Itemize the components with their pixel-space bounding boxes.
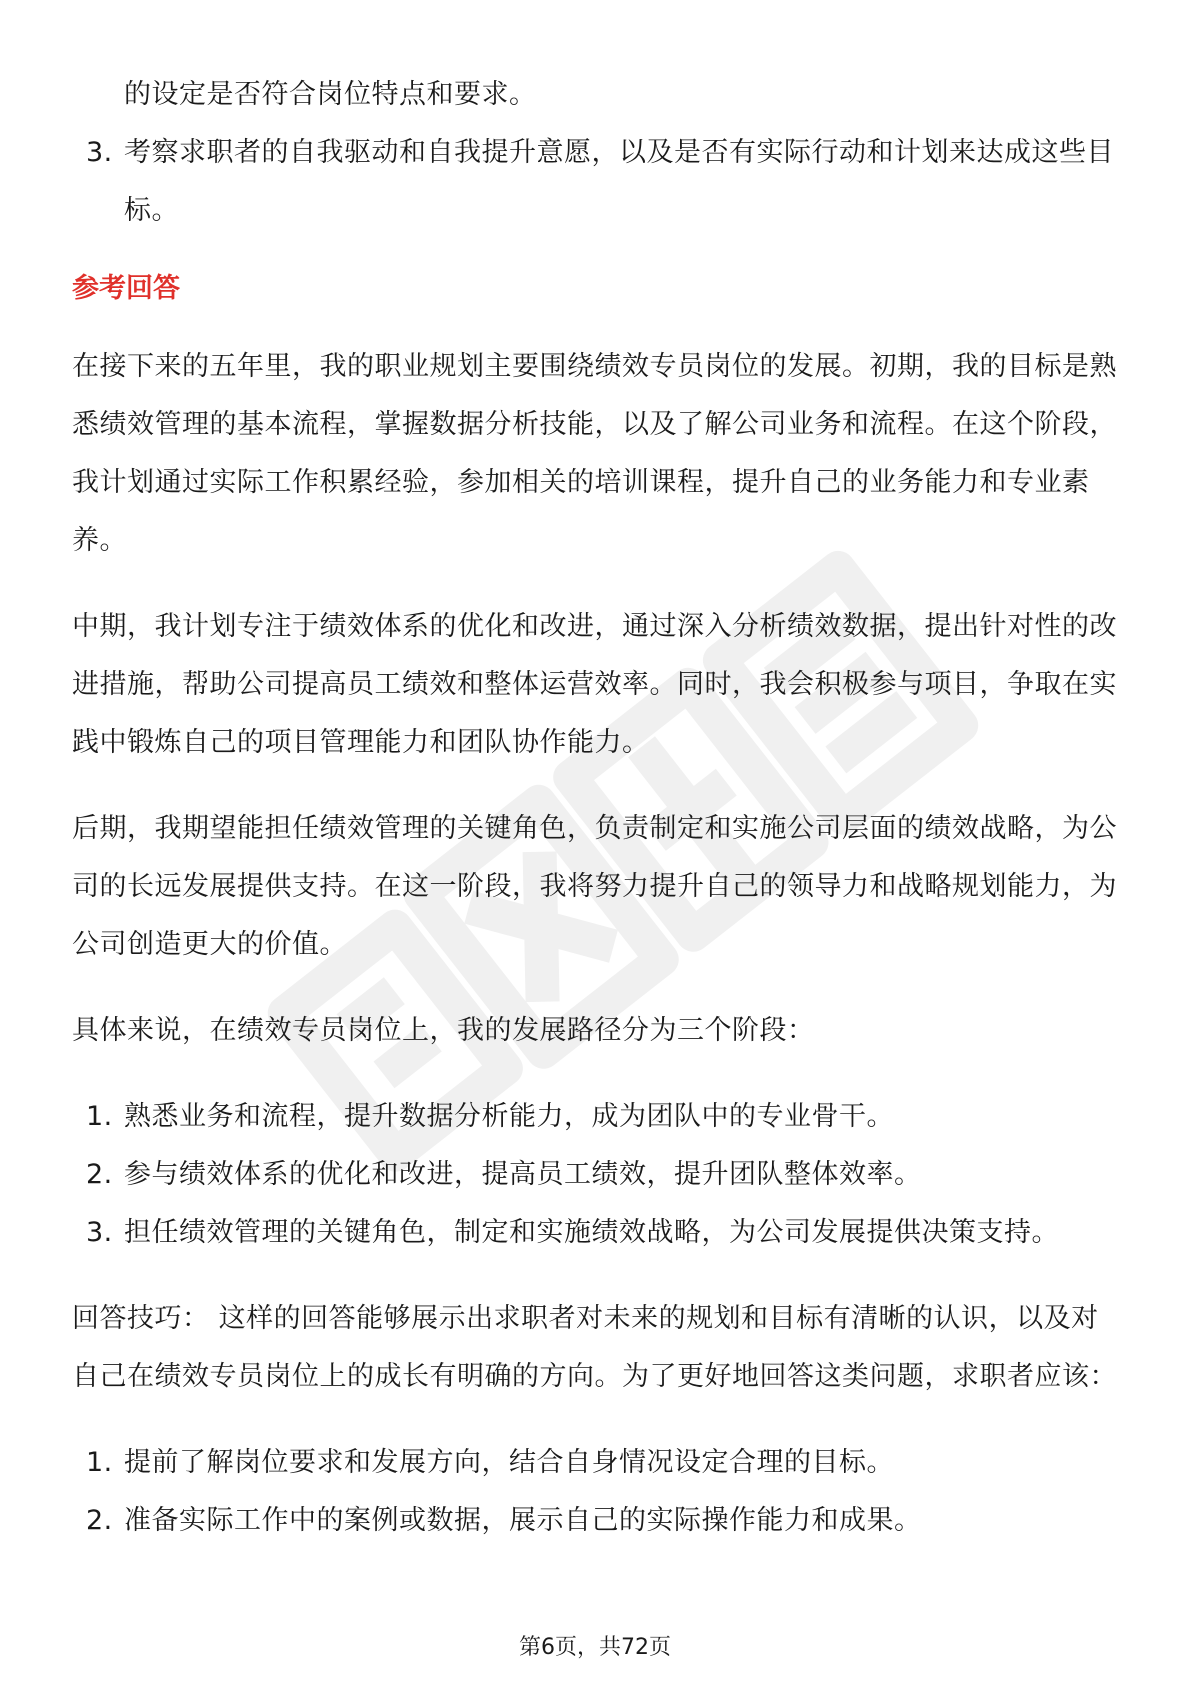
list-item [72,1492,1122,1550]
list-item-number: 3. [86,137,113,168]
list-item [72,1434,1122,1492]
list-item-number: 3. [86,1217,113,1248]
list-item [72,1088,1122,1146]
paragraph-mid-stage: 中期，我计划专注于绩效体系的优化和改进，通过深入分析绩效数据，提出针对性的改进措施，帮助公司提高员工绩效和整体运营效率。同时，我会积极参与项目，争取在实践中锻炼自己的项目管理能力和团队协作能力。 [72,611,1117,758]
list-item-number: 2. [86,1505,113,1536]
list-item-text: 熟悉业务和流程，提升数据分析能力，成为团队中的专业骨干。 [124,1101,894,1132]
list-item-number: 2. [86,1159,113,1190]
page-footer: 第6页，共72页 [519,1635,671,1660]
paragraph-late-stage: 后期，我期望能担任绩效管理的关键角色，负责制定和实施公司层面的绩效战略，为公司的长远发展提供支持。在这一阶段，我将努力提升自己的领导力和战略规划能力，为公司创造更大的价值。 [72,813,1117,960]
list-item [72,1204,1122,1262]
list-item-text: 的设定是否符合岗位特点和要求。 [124,79,537,110]
list-item-continuation [72,66,1122,124]
tips-list [72,1434,1122,1550]
list-item [72,124,1122,240]
paragraph-early-stage: 在接下来的五年里，我的职业规划主要围绕绩效专员岗位的发展。初期，我的目标是熟悉绩效管理的基本流程，掌握数据分析技能，以及了解公司业务和流程。在这个阶段，我计划通过实际工作积累经验，参加相关的培训课程，提升自己的业务能力和专业素养。 [72,351,1117,556]
list-item-text: 考察求职者的自我驱动和自我提升意愿，以及是否有实际行动和计划来达成这些目标。 [124,137,1114,226]
stages-list [72,1088,1122,1262]
list-item-text: 参与绩效体系的优化和改进，提高员工绩效，提升团队整体效率。 [124,1159,922,1190]
question-criteria-list [72,66,1122,240]
paragraph-path-intro: 具体来说，在绩效专员岗位上，我的发展路径分为三个阶段： [72,1015,815,1046]
list-item [72,1146,1122,1204]
list-item-text: 担任绩效管理的关键角色，制定和实施绩效战略，为公司发展提供决策支持。 [124,1217,1059,1248]
list-item-text: 提前了解岗位要求和发展方向，结合自身情况设定合理的目标。 [124,1447,894,1478]
reference-answer-heading: 参考回答 [72,273,180,304]
list-item-number: 1. [86,1447,113,1478]
paragraph-answer-tips: 回答技巧： 这样的回答能够展示出求职者对未来的规划和目标有清晰的认识，以及对自己在绩效专员岗位上的成长有明确的方向。为了更好地回答这类问题，求职者应该： [72,1303,1117,1392]
list-item-number: 1. [86,1101,113,1132]
document-content [72,66,1122,1550]
list-item-text: 准备实际工作中的案例或数据，展示自己的实际操作能力和成果。 [124,1505,922,1536]
